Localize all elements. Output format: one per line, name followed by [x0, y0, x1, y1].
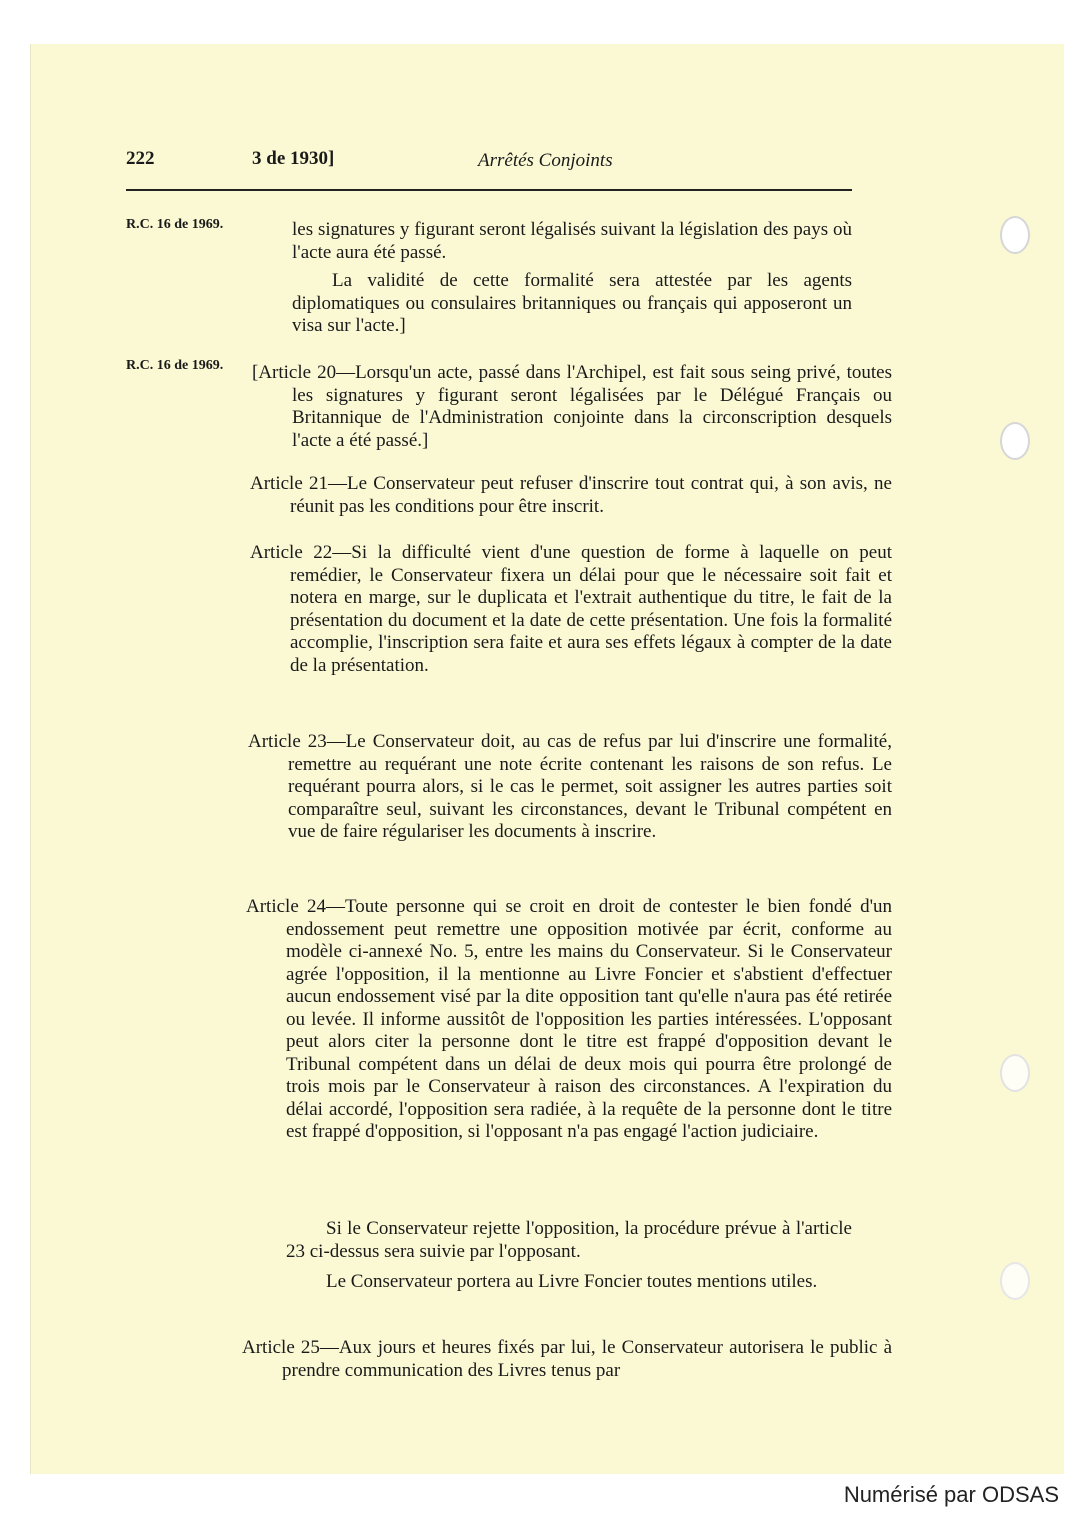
- margin-note: R.C. 16 de 1969.: [126, 217, 224, 232]
- paragraph: Le Conservateur portera au Livre Foncier toutes mentions utiles.: [326, 1271, 818, 1292]
- article-24: Article 24—Toute personne qui se croit en droit de contester le bien fondé d'un endossement peut remettre une opposition motivée par écrit, conforme au modèle ci-annexé No. 5, entre les mains du Conservateur. Si le Conservateur agrée l'opposition, il la mentionne au Livre Foncier et s'abstient d'effectuer aucun endossement visé par la dite opposition tant qu'elle n'aura pas été retirée ou levée. Il informe aussitôt de l'opposition les parties intéressées. L'opposant peut alors citer la personne dont le titre est frappé d'opposition devant le Tribunal compétent dans un délai de deux mois qui pourra être prolongé de trois mois par le Conservateur à raison des circonstances. A l'expiration du délai accordé, l'opposition sera radiée, à la requête de la personne dont le titre est frappé d'opposition, si l'opposant n'a pas engagé l'action judiciaire.: [246, 896, 892, 1142]
- paragraph: La validité de cette formalité sera attestée par les agents diplomatiques ou consulaires britanniques ou français qui apposeront un visa sur l'acte.]: [292, 270, 852, 336]
- article-25: Article 25—Aux jours et heures fixés par lui, le Conservateur autorisera le public à prendre communication des Livres tenus par: [242, 1337, 892, 1381]
- running-head: [126, 148, 852, 178]
- margin-note: R.C. 16 de 1969.: [126, 358, 224, 373]
- punch-hole-icon: [1000, 216, 1030, 254]
- punch-hole-icon: [1000, 1262, 1030, 1300]
- instrument-reference: 3 de 1930]: [252, 148, 335, 169]
- article-23: Article 23—Le Conservateur doit, au cas de refus par lui d'inscrire une formalité, remettre au requérant une note écrite contenant les raisons de son refus. Le requérant pourra alors, si le cas le permet, soit assigner les autres parties soit comparaître seul, suivant les circonstances, devant le Tribunal compétent en vue de faire régulariser les documents à inscrire.: [248, 731, 892, 842]
- page-number: 222: [126, 148, 155, 169]
- article-21: Article 21—Le Conservateur peut refuser d'inscrire tout contrat qui, à son avis, ne réunit pas les conditions pour être inscrit.: [250, 473, 892, 517]
- article-20: [Article 20—Lorsqu'un acte, passé dans l'Archipel, est fait sous seing privé, toutes les signatures y figurant seront légalisées par le Délégué Français ou Britannique de l'Administration conjointe dans la circonscription desquels l'acte a été passé.]: [252, 362, 892, 451]
- paragraph: les signatures y figurant seront légalisés suivant la législation des pays où l'acte aura été passé.: [292, 219, 852, 263]
- digitization-watermark: Numérisé par ODSAS: [843, 1482, 1059, 1507]
- header-rule: [126, 189, 852, 191]
- punch-hole-icon: [1000, 1054, 1030, 1092]
- punch-hole-icon: [1000, 422, 1030, 460]
- section-title: Arrêtés Conjoints: [478, 150, 613, 171]
- paragraph: Si le Conservateur rejette l'opposition, la procédure prévue à l'article 23 ci-dessus sera suivie par l'opposant.: [286, 1218, 852, 1262]
- article-22: Article 22—Si la difficulté vient d'une question de forme à laquelle on peut remédier, le Conservateur fixera un délai pour que le nécessaire soit fait et notera en marge, sur le duplicata et l'extrait authentique du titre, le fait de la présentation du document et la date de cette présentation. Une fois la formalité accomplie, l'inscription sera faite et aura ses effets légaux à compter de la date de la présentation.: [250, 542, 892, 676]
